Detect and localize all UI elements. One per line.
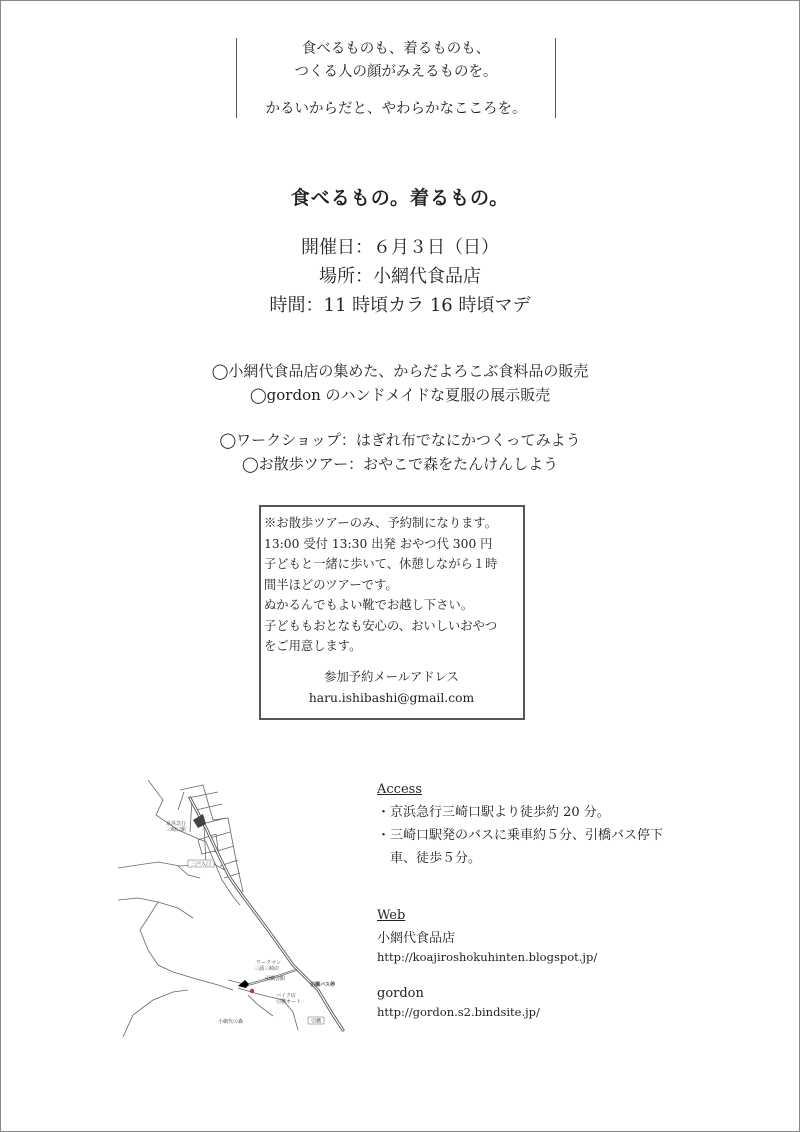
- notice-line: 間半ほどのツアーです。: [264, 577, 398, 592]
- map-label-station: 京浜急行: [166, 821, 187, 827]
- event-time: 時間：11 時頃カラ 16 時頃マデ: [269, 295, 531, 316]
- intro-poem: [236, 38, 556, 118]
- event-info: [0, 233, 800, 320]
- notice-line: ※お散歩ツアーのみ、予約制になります。: [264, 516, 498, 530]
- svg-text:引橋オート: 引橋オート: [276, 999, 302, 1005]
- notice-line: をご用意します。: [264, 639, 362, 653]
- access-section: [377, 778, 663, 870]
- activity-list: [0, 428, 800, 476]
- contact-email[interactable]: haru.ishibashi@gmail.com: [308, 690, 475, 705]
- access-line: 車、徒歩５分。: [377, 851, 482, 866]
- event-place: 場所：小網代食品店: [319, 266, 481, 287]
- access-line: ・京浜急行三崎口駅より徒歩約 20 分。: [377, 805, 610, 820]
- access-line: ・三崎口駅発のバスに乗車約５分、引橋バス停下: [377, 828, 664, 843]
- event-title: 食べるもの。着るもの。: [290, 187, 510, 209]
- access-map: [118, 780, 358, 1038]
- map-label-bike-shop: バイク店: [276, 993, 296, 999]
- event-date: 開催日：６月３日（日）: [301, 237, 499, 258]
- contact-block: [264, 667, 519, 709]
- poem-line-2: つくる人の顔がみえるものを。: [294, 64, 498, 80]
- svg-text:三崎口駅: 三崎口駅: [166, 827, 187, 833]
- list-item: ◯ワークショップ：はぎれ布でなにかつくってみよう: [219, 431, 581, 449]
- map-label-sanpo: 三戸入口: [191, 861, 212, 868]
- site-name: gordon: [377, 985, 424, 1001]
- site-link[interactable]: http://koajiroshokuhinten.blogspot.jp/: [377, 950, 598, 964]
- notice-line: ぬかるんでもよい靴でお越し下さい。: [264, 598, 474, 612]
- map-label-kaikan: 引橋会館: [265, 976, 286, 982]
- main-road: [190, 798, 343, 1030]
- map-label-forest: 小網代の森: [218, 1019, 244, 1025]
- svg-text:三浦三崎店: 三浦三崎店: [254, 966, 280, 972]
- notice-line: 子どももおとなも安心の、おいしいおやつ: [264, 618, 498, 633]
- contact-label: 参加予約メールアドレス: [324, 669, 459, 684]
- site-link[interactable]: http://gordon.s2.bindsite.jp/: [377, 1005, 540, 1019]
- notice-line: 子どもと一緒に歩いて、休憩しながら１時: [264, 557, 498, 571]
- map-label-workman: ワークマン: [256, 960, 282, 966]
- access-heading: Access: [377, 782, 422, 797]
- reservation-notice-box: [259, 505, 525, 720]
- map-label-bus-stop: 引橋バス停: [310, 982, 336, 988]
- list-item: ◯gordon のハンドメイドな夏服の展示販売: [249, 386, 551, 404]
- site-name: 小網代食品店: [377, 930, 456, 946]
- venue-arrow-icon: [238, 980, 249, 988]
- web-heading: Web: [377, 908, 406, 923]
- notice-line: 13:00 受付 13:30 出発 おやつ代 300 円: [264, 536, 493, 551]
- venue-marker-icon: [250, 989, 254, 993]
- sales-list: [0, 359, 800, 407]
- map-label-hikihashi: 引橋: [311, 1018, 322, 1025]
- map-roads: [118, 780, 298, 1037]
- list-item: ◯小網代食品店の集めた、からだよろこぶ食料品の販売: [211, 362, 589, 380]
- web-section: [377, 907, 597, 1022]
- list-item: ◯お散歩ツアー：おやこで森をたんけんしよう: [241, 455, 559, 473]
- poem-line-1: 食べるものも、着るものも、: [301, 41, 491, 57]
- poem-line-3: かるいからだと、やわらかなこころを。: [265, 101, 527, 117]
